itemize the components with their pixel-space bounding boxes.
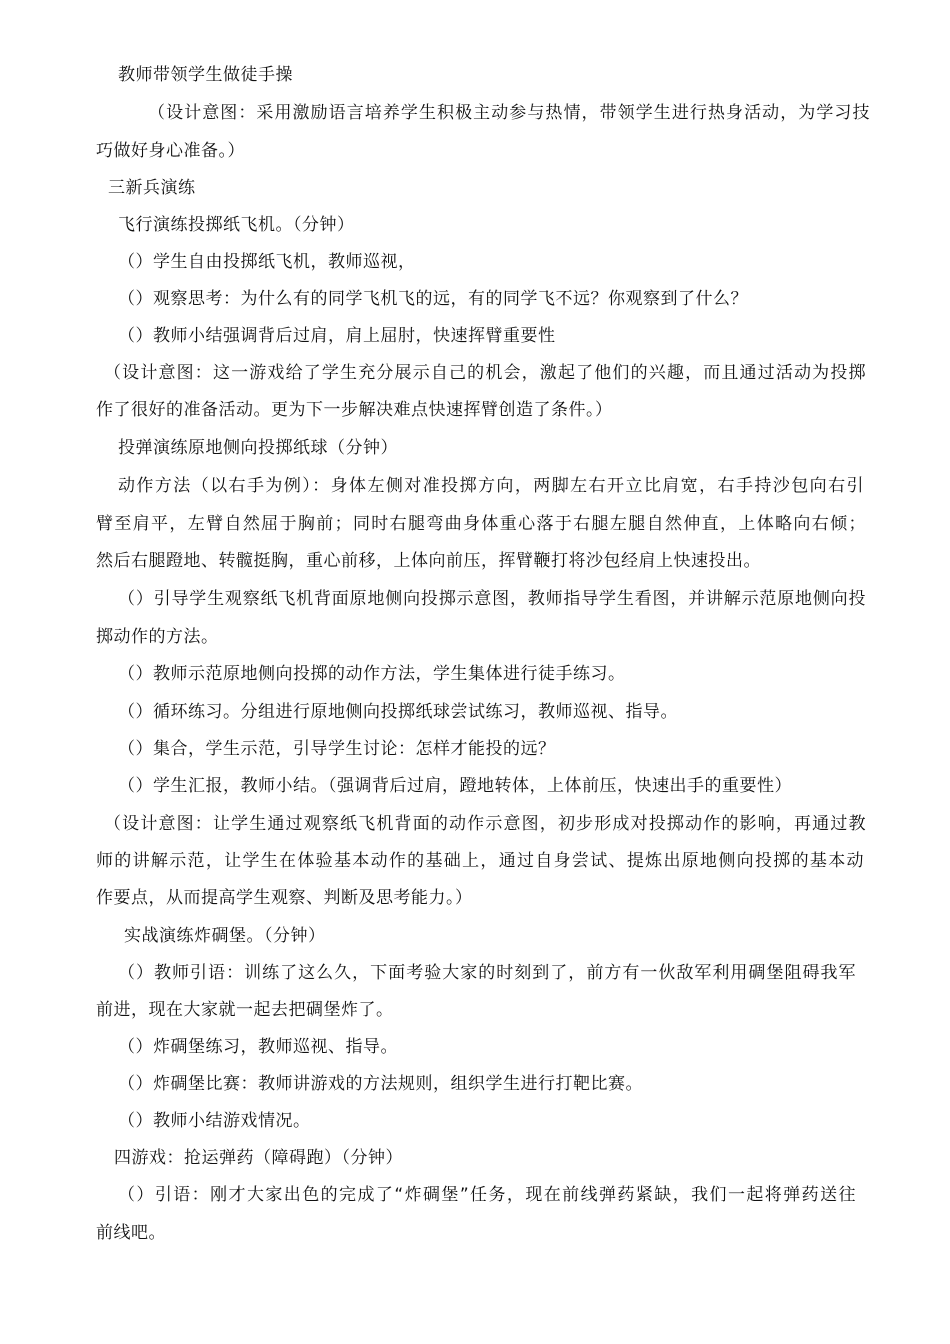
text-line: 前线吧。 — [96, 1223, 166, 1243]
text-line: （）教师示范原地侧向投掷的动作方法，学生集体进行徒手练习。 — [118, 664, 626, 684]
text-line: 臂至肩平，左臂自然屈于胸前；同时右腿弯曲身体重心落于右腿左腿自然伸直，上体略向右倾； — [96, 514, 866, 534]
text-line: 作了很好的准备活动。更为下一步解决难点快速挥臂创造了条件。） — [96, 400, 613, 420]
text-line: （）集合，学生示范，引导学生讨论：怎样才能投的远？ — [118, 739, 556, 759]
text-line: （）教师引语：训练了这么久，下面考验大家的时刻到了，前方有一伙敌军利用碉堡阻碍我军 — [118, 963, 856, 983]
text-line: 巧做好身心准备。） — [96, 141, 245, 161]
text-line: （）教师小结强调背后过肩，肩上屈肘，快速挥臂重要性 — [118, 326, 556, 346]
text-line: （）观察思考：为什么有的同学飞机飞的远，有的同学飞不远？你观察到了什么？ — [118, 289, 748, 309]
text-line: （）学生自由投掷纸飞机，教师巡视， — [118, 252, 416, 272]
text-line: （）引导学生观察纸飞机背面原地侧向投掷示意图，教师指导学生看图，并讲解示范原地侧向投 — [118, 589, 866, 609]
text-line: 师的讲解示范，让学生在体验基本动作的基础上，通过自身尝试、提炼出原地侧向投掷的基本动 — [96, 851, 864, 871]
text-line: 掷动作的方法。 — [96, 627, 219, 647]
text-line: 投弹演练原地侧向投掷纸球（分钟） — [118, 438, 398, 458]
text-line: （）学生汇报，教师小结。（强调背后过肩，蹬地转体，上体前压，快速出手的重要性） — [118, 776, 792, 796]
text-line: 然后右腿蹬地、转髋挺胸，重心前移，上体向前压，挥臂鞭打将沙包经肩上快速投出。 — [96, 551, 761, 571]
text-line: （）炸碉堡比赛：教师讲游戏的方法规则，组织学生进行打靶比赛。 — [118, 1074, 643, 1094]
section-heading: 四游戏：抢运弹药（障碍跑）（分钟） — [114, 1148, 403, 1168]
text-line: （）循环练习。分组进行原地侧向投掷纸球尝试练习，教师巡视、指导。 — [118, 702, 678, 722]
text-line: 作要点，从而提高学生观察、判断及思考能力。） — [96, 888, 473, 908]
text-line: （）教师小结游戏情况。 — [118, 1111, 311, 1131]
text-line: 实战演练炸碉堡。（分钟） — [124, 926, 326, 946]
text-line: （设计意图：采用激励语言培养学生积极主动参与热情，带领学生进行热身活动，为学习技 — [148, 103, 870, 123]
text-line: （设计意图：这一游戏给了学生充分展示自己的机会，激起了他们的兴趣，而且通过活动为投掷 — [104, 363, 866, 383]
text-line: 前进，现在大家就一起去把碉堡炸了。 — [96, 1000, 394, 1020]
text-line: 教师带领学生做徒手操 — [118, 65, 293, 85]
text-line: （）引语：刚才大家出色的完成了“炸碉堡”任务，现在前线弹药紧缺，我们一起将弹药送往 — [118, 1185, 856, 1205]
text-line: 飞行演练投掷纸飞机。（分钟） — [118, 215, 355, 235]
text-line: （设计意图：让学生通过观察纸飞机背面的动作示意图，初步形成对投掷动作的影响，再通过教 — [104, 814, 866, 834]
text-line: （）炸碉堡练习，教师巡视、指导。 — [118, 1037, 398, 1057]
section-heading: 三新兵演练 — [108, 178, 196, 198]
text-line: 动作方法（以右手为例）：身体左侧对准投掷方向，两脚左右开立比肩宽，右手持沙包向右引 — [118, 476, 864, 496]
